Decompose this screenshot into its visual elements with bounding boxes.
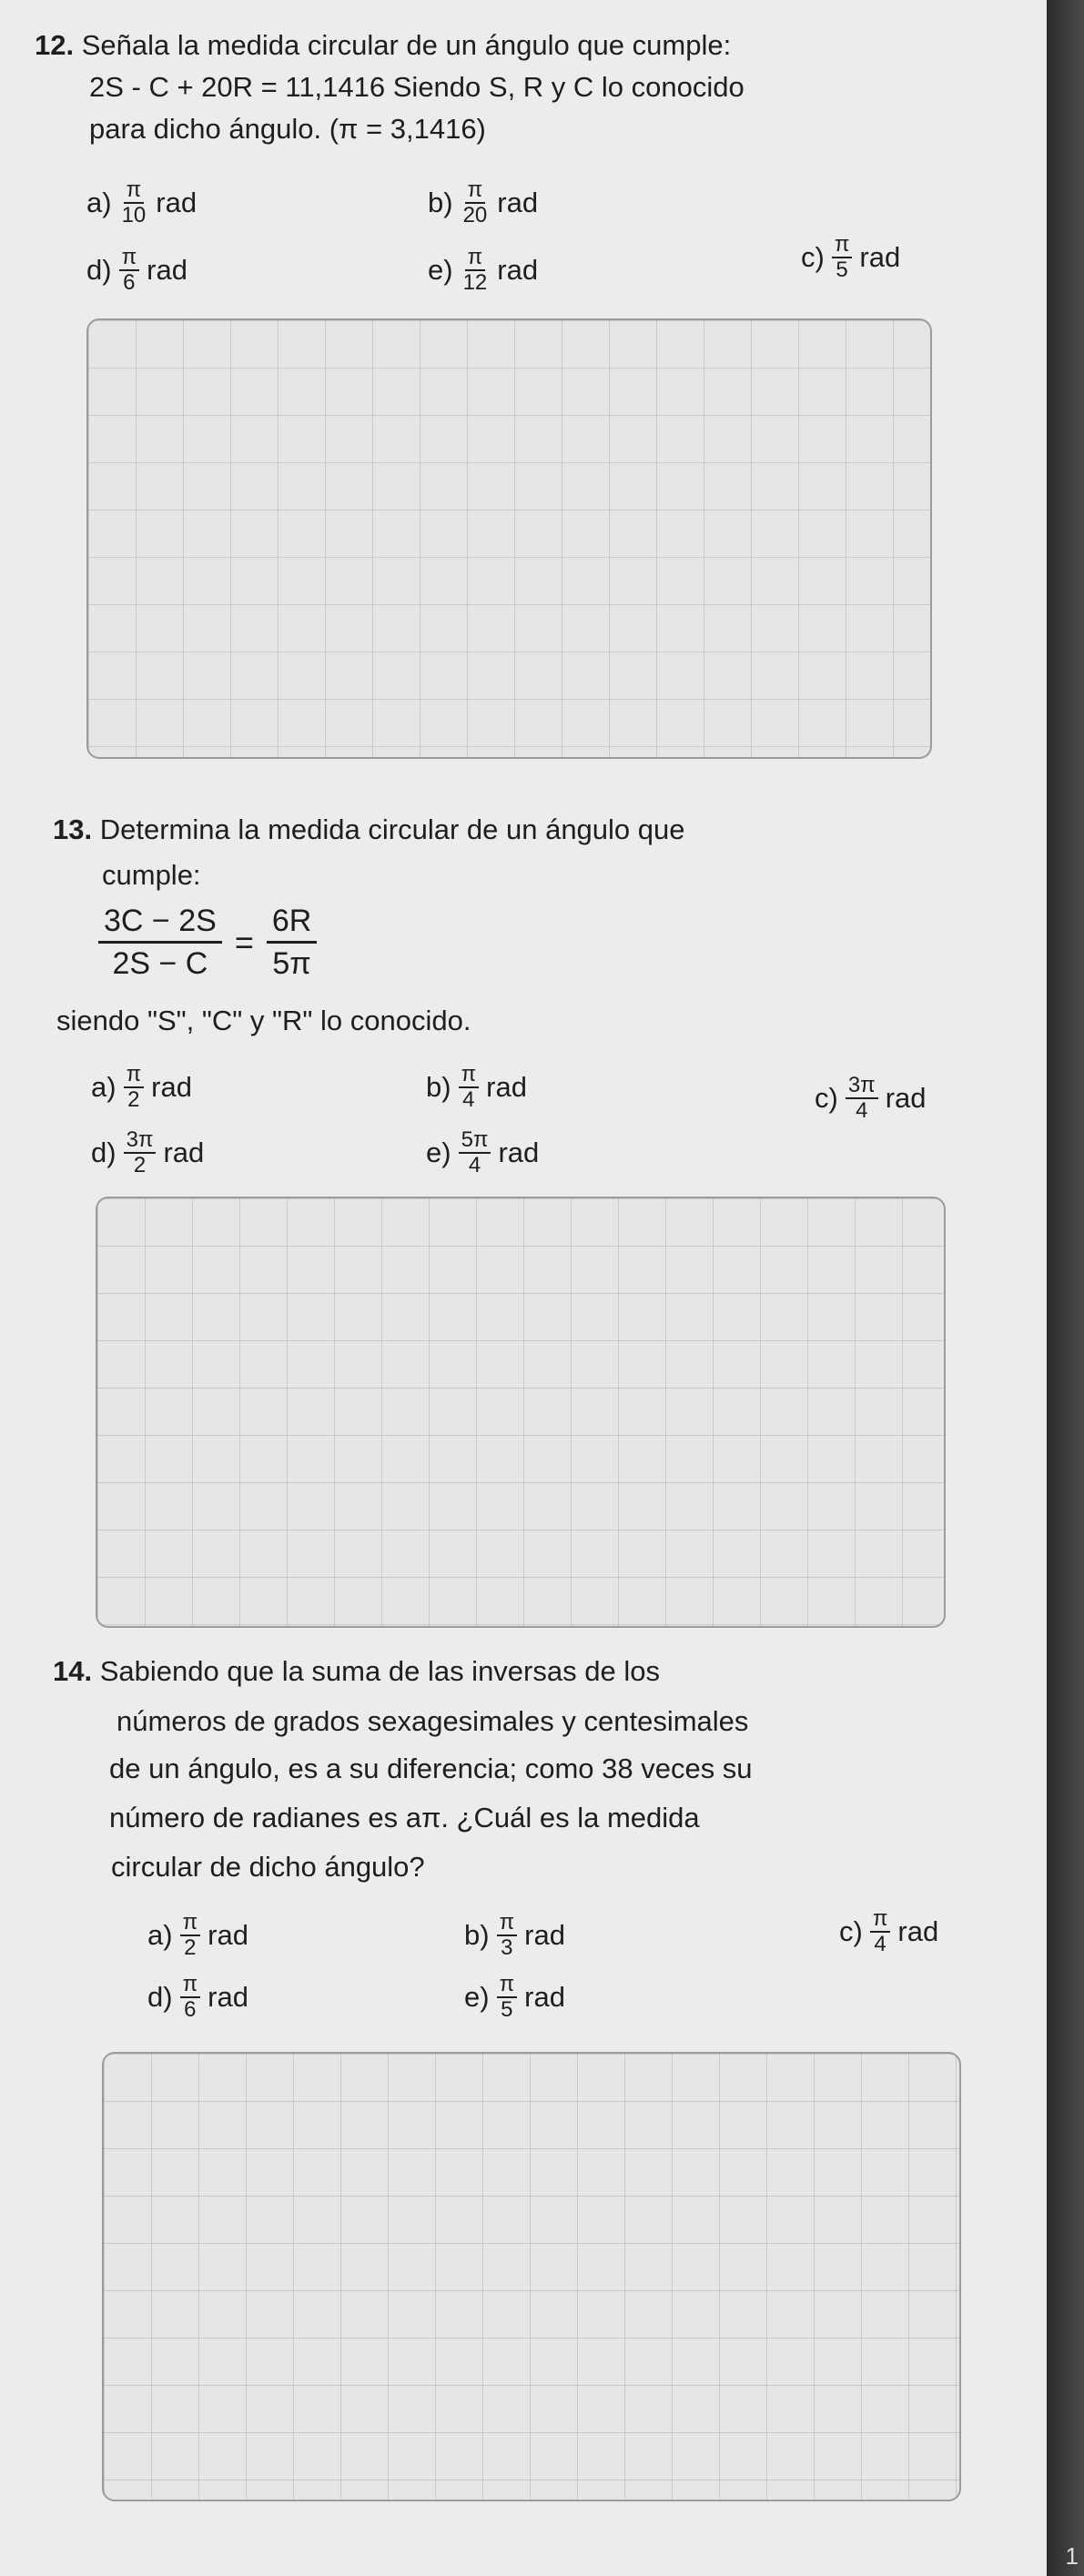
q12-text1: Señala la medida circular de un ángulo que cumple: <box>81 29 732 61</box>
frac-num: 3π <box>846 1074 878 1099</box>
option-unit: rad <box>885 1082 927 1114</box>
option-unit: rad <box>156 187 198 218</box>
option-letter: b) <box>426 1071 451 1103</box>
frac-den: 4 <box>462 1087 475 1112</box>
option-letter: a) <box>86 187 112 218</box>
q13-text1: Determina la medida circular de un ángulo que <box>99 813 685 845</box>
frac-num: π <box>124 178 145 204</box>
option-letter: b) <box>464 1919 490 1951</box>
frac-den: 2 <box>133 1153 147 1177</box>
option-fraction <box>461 178 491 227</box>
option-fraction <box>459 1063 480 1112</box>
option-fraction <box>124 1063 145 1112</box>
frac-den: 4 <box>874 1932 886 1956</box>
option-unit: rad <box>147 254 187 286</box>
frac-num: π <box>180 1911 201 1936</box>
option-unit: rad <box>497 254 539 286</box>
frac-num: π <box>459 1063 480 1088</box>
option-letter: d) <box>91 1136 117 1168</box>
q12-line3: para dicho ángulo. (π = 3,1416) <box>89 113 486 145</box>
frac-den: 20 <box>462 203 488 227</box>
frac-den: 3 <box>501 1935 513 1960</box>
option-fraction <box>461 246 491 295</box>
frac-num: π <box>497 1911 518 1936</box>
option-unit: rad <box>208 1919 248 1951</box>
option-unit: rad <box>151 1071 192 1103</box>
option-letter: b) <box>428 187 453 218</box>
frac-den: 6 <box>184 1997 197 2022</box>
q13-lhs-fraction <box>98 901 222 984</box>
q13-option-b[interactable] <box>426 1063 527 1112</box>
option-letter: d) <box>147 1981 173 2013</box>
frac-den: 2 <box>127 1087 140 1112</box>
option-fraction <box>459 1128 491 1177</box>
option-letter: e) <box>428 254 453 286</box>
option-unit: rad <box>859 241 901 273</box>
frac-den: 2 <box>184 1935 197 1960</box>
q14-option-e[interactable] <box>464 1973 565 2022</box>
q12-option-e[interactable] <box>428 246 538 295</box>
lhs-denominator: 2S − C <box>112 946 208 981</box>
q13-work-area[interactable] <box>96 1197 946 1628</box>
q14-option-d[interactable] <box>147 1973 248 2022</box>
q12-option-c[interactable] <box>801 233 900 282</box>
q12-work-area[interactable] <box>86 318 932 759</box>
option-fraction <box>119 178 149 227</box>
option-unit: rad <box>208 1981 248 2013</box>
q14-option-c[interactable] <box>839 1907 938 1956</box>
frac-den: 5 <box>836 258 848 282</box>
option-unit: rad <box>497 187 539 218</box>
q13-line1 <box>53 810 1018 850</box>
frac-den: 4 <box>468 1153 481 1177</box>
option-letter: e) <box>464 1981 490 2013</box>
q14-line5: circular de dicho ángulo? <box>111 1851 425 1883</box>
option-fraction <box>180 1973 201 2022</box>
frac-num: π <box>180 1973 201 1998</box>
frac-den: 6 <box>123 270 136 295</box>
q14-number: 14. <box>53 1655 93 1687</box>
q14-line2: números de grados sexagesimales y centesimales <box>117 1705 749 1737</box>
option-unit: rad <box>897 1915 939 1947</box>
q13-line2: cumple: <box>102 859 201 891</box>
frac-den: 10 <box>121 203 147 227</box>
equals-sign: = <box>234 923 254 961</box>
q14-text1: Sabiendo que la suma de las inversas de los <box>99 1655 660 1687</box>
frac-num: π <box>119 246 140 271</box>
option-letter: c) <box>801 241 825 273</box>
option-letter: c) <box>839 1915 863 1947</box>
q13-option-c[interactable] <box>815 1074 927 1123</box>
page-number: 1 <box>1065 2542 1079 2570</box>
q13-rhs-fraction <box>267 901 317 984</box>
q14-line3: de un ángulo, es a su diferencia; como 38 veces su <box>109 1753 753 1784</box>
q12-line1 <box>35 25 1018 66</box>
q14-work-area[interactable] <box>102 2052 961 2501</box>
frac-num: π <box>465 246 486 271</box>
q14-line1 <box>53 1652 1018 1692</box>
rhs-numerator: 6R <box>267 901 317 944</box>
frac-num: π <box>870 1907 891 1933</box>
q13-option-e[interactable] <box>426 1128 539 1177</box>
option-letter: d) <box>86 254 112 286</box>
frac-num: π <box>832 233 853 258</box>
option-fraction <box>180 1911 201 1960</box>
option-fraction <box>124 1128 157 1177</box>
q14-line4: número de radianes es aπ. ¿Cuál es la medida <box>109 1802 700 1834</box>
q12-option-b[interactable] <box>428 178 538 227</box>
option-unit: rad <box>486 1071 527 1103</box>
option-unit: rad <box>163 1136 205 1168</box>
q13-equation <box>98 901 317 984</box>
option-letter: c) <box>815 1082 838 1114</box>
option-fraction <box>497 1973 518 2022</box>
q12-option-d[interactable] <box>86 246 187 295</box>
lhs-numerator: 3C − 2S <box>98 901 222 944</box>
q13-option-d[interactable] <box>91 1128 204 1177</box>
frac-num: 5π <box>459 1128 491 1154</box>
option-fraction <box>119 246 140 295</box>
option-unit: rad <box>498 1136 540 1168</box>
q13-option-a[interactable] <box>91 1063 192 1112</box>
frac-num: π <box>124 1063 145 1088</box>
frac-num: π <box>465 178 486 204</box>
q12-number: 12. <box>35 29 75 61</box>
option-letter: e) <box>426 1136 451 1168</box>
q12-equation: 2S - C + 20R = 11,1416 Siendo S, R y C lo conocido <box>89 71 745 103</box>
q12-option-a[interactable] <box>86 178 197 227</box>
frac-den: 5 <box>501 1997 513 2022</box>
page-edge-shadow <box>1047 0 1084 2576</box>
option-unit: rad <box>524 1981 565 2013</box>
option-fraction <box>870 1907 891 1956</box>
q14-option-a[interactable] <box>147 1911 248 1960</box>
option-fraction <box>846 1074 878 1123</box>
option-unit: rad <box>524 1919 565 1951</box>
option-letter: a) <box>147 1919 173 1951</box>
option-fraction <box>832 233 853 282</box>
option-letter: a) <box>91 1071 117 1103</box>
frac-num: π <box>497 1973 518 1998</box>
q13-line3: siendo "S", "C" y "R" lo conocido. <box>56 1005 471 1036</box>
frac-den: 4 <box>856 1098 868 1123</box>
q14-option-b[interactable] <box>464 1911 565 1960</box>
option-fraction <box>497 1911 518 1960</box>
frac-num: 3π <box>124 1128 157 1154</box>
frac-den: 12 <box>462 270 488 295</box>
q13-number: 13. <box>53 813 93 845</box>
rhs-denominator: 5π <box>272 946 311 981</box>
